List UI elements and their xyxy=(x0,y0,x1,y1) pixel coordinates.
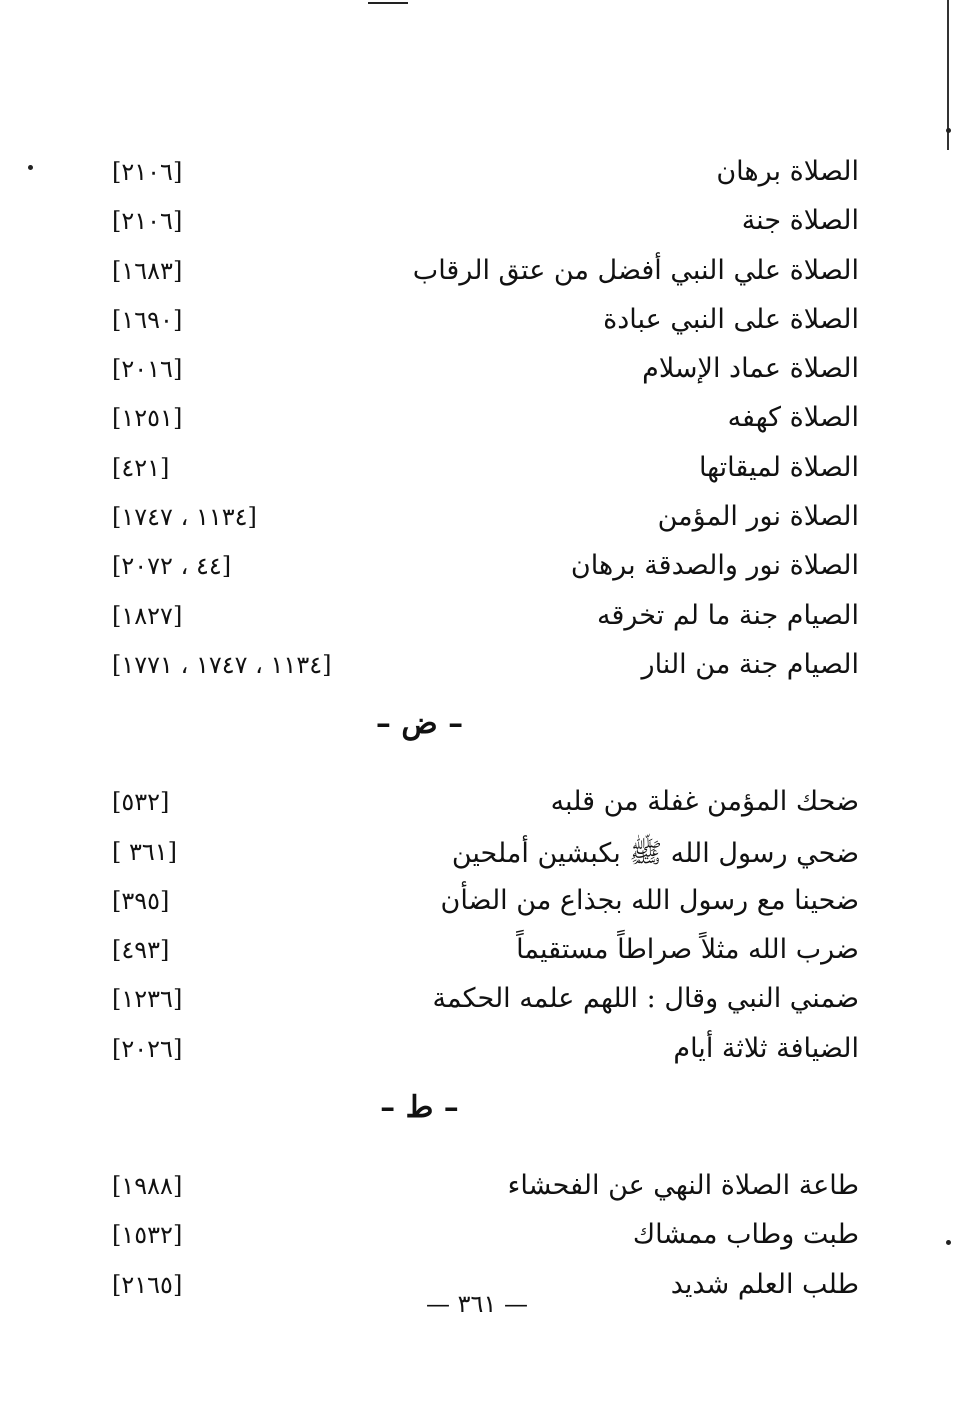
entry-reference: [١٩٨٨] xyxy=(112,1172,183,1201)
index-entry xyxy=(100,594,859,643)
entry-text: الصيام جنة ما لم تخرقه xyxy=(597,599,859,631)
entry-reference: [١٢٣٦] xyxy=(112,985,183,1014)
page-number: — ٣٦١ — xyxy=(426,1290,528,1318)
index-entry xyxy=(100,446,859,495)
index-entry xyxy=(100,977,859,1026)
edge-dot xyxy=(28,165,33,170)
index-entry xyxy=(100,249,859,298)
letter-heading-text: – ض – xyxy=(375,706,464,742)
entry-text: الصلاة لميقاتها xyxy=(698,451,859,483)
entry-text: ضحك المؤمن غفلة من قلبه xyxy=(550,786,859,818)
index-entry xyxy=(100,150,859,199)
entry-reference: [٤٢١] xyxy=(112,453,170,482)
letter-heading xyxy=(100,692,859,780)
entry-reference: [٤٤ ، ٢٠٧٢] xyxy=(112,552,232,581)
entry-reference: [٤٩٣] xyxy=(112,936,170,965)
entry-reference: [٢١٦٥] xyxy=(112,1270,183,1299)
entry-text: الصلاة عماد الإسلام xyxy=(642,353,859,385)
index-entry xyxy=(100,1213,859,1262)
index-entry xyxy=(100,347,859,396)
index-entry xyxy=(100,879,859,928)
entry-reference: [١٢٥١] xyxy=(112,404,183,433)
entry-text: طلب العلم شديد xyxy=(670,1268,859,1300)
index-entry xyxy=(100,643,859,692)
entry-text: الصلاة نور والصدقة برهان xyxy=(570,550,859,582)
entry-text: الصلاة نور المؤمن xyxy=(657,501,859,533)
entry-text: الصلاة على النبي عبادة xyxy=(603,303,859,335)
index-entry xyxy=(100,928,859,977)
entry-text: الصلاة كهفه xyxy=(727,402,859,434)
entry-reference: [١٦٨٣] xyxy=(112,256,183,285)
entry-text: ضحينا مع رسول الله بجذاع من الضأن xyxy=(440,884,859,916)
entry-reference: [١٦٩٠] xyxy=(112,305,183,334)
entry-reference: [٥٣٢] xyxy=(112,788,170,817)
entry-text: الصلاة برهان xyxy=(716,156,859,187)
entry-reference: [٢١٠٦] xyxy=(112,158,183,186)
entry-reference: [٣٩٥] xyxy=(112,886,170,915)
entry-text: ضحي رسول الله ﷺ بكبشين أملحين xyxy=(451,837,859,869)
entry-text: ضمني النبي وقال : اللهم علمه الحكمة xyxy=(432,983,859,1015)
entry-text: الصلاة جنة xyxy=(741,205,859,237)
entry-reference: [٢١٠٦] xyxy=(112,207,183,236)
entry-reference: [٢٠٢٦] xyxy=(112,1034,183,1063)
entry-text: طبت وطاب ممشاك xyxy=(632,1219,859,1251)
index-entry xyxy=(100,780,859,829)
entry-text: الصلاة علي النبي أفضل من عتق الرقاب xyxy=(412,254,859,286)
top-rule xyxy=(368,2,408,4)
index-entry xyxy=(100,544,859,593)
entry-text: ضرب الله مثلاً صراطاً مستقيماً xyxy=(516,934,859,966)
entry-reference: [١٥٣٢] xyxy=(112,1221,183,1250)
index-entry xyxy=(100,199,859,248)
index-entry xyxy=(100,396,859,445)
index-entry xyxy=(100,298,859,347)
entry-text: الصيام جنة من النار xyxy=(641,648,859,680)
page-footer xyxy=(0,1290,954,1318)
entry-text: طاعة الصلاة النهي عن الفحشاء xyxy=(507,1170,859,1202)
entry-text: الضيافة ثلاثة أيام xyxy=(673,1032,859,1064)
index-entry xyxy=(100,495,859,544)
edge-dot xyxy=(946,1240,951,1245)
index-entry xyxy=(100,1164,859,1213)
entry-reference: [١٨٢٧] xyxy=(112,601,183,630)
letter-heading xyxy=(100,1076,859,1164)
entry-reference: [ ٣٦١] xyxy=(112,837,178,866)
index-entry xyxy=(100,1027,859,1076)
entry-reference: [١١٣٤ ، ١٧٤٧] xyxy=(112,503,257,532)
edge-dot xyxy=(946,128,951,133)
entry-reference: [٢٠١٦] xyxy=(112,355,183,384)
letter-heading-text: – ط – xyxy=(380,1090,459,1126)
index-entry xyxy=(100,830,859,879)
entry-reference: [١١٣٤ ، ١٧٤٧ ، ١٧٧١] xyxy=(112,650,332,679)
index-entries xyxy=(100,150,859,1312)
